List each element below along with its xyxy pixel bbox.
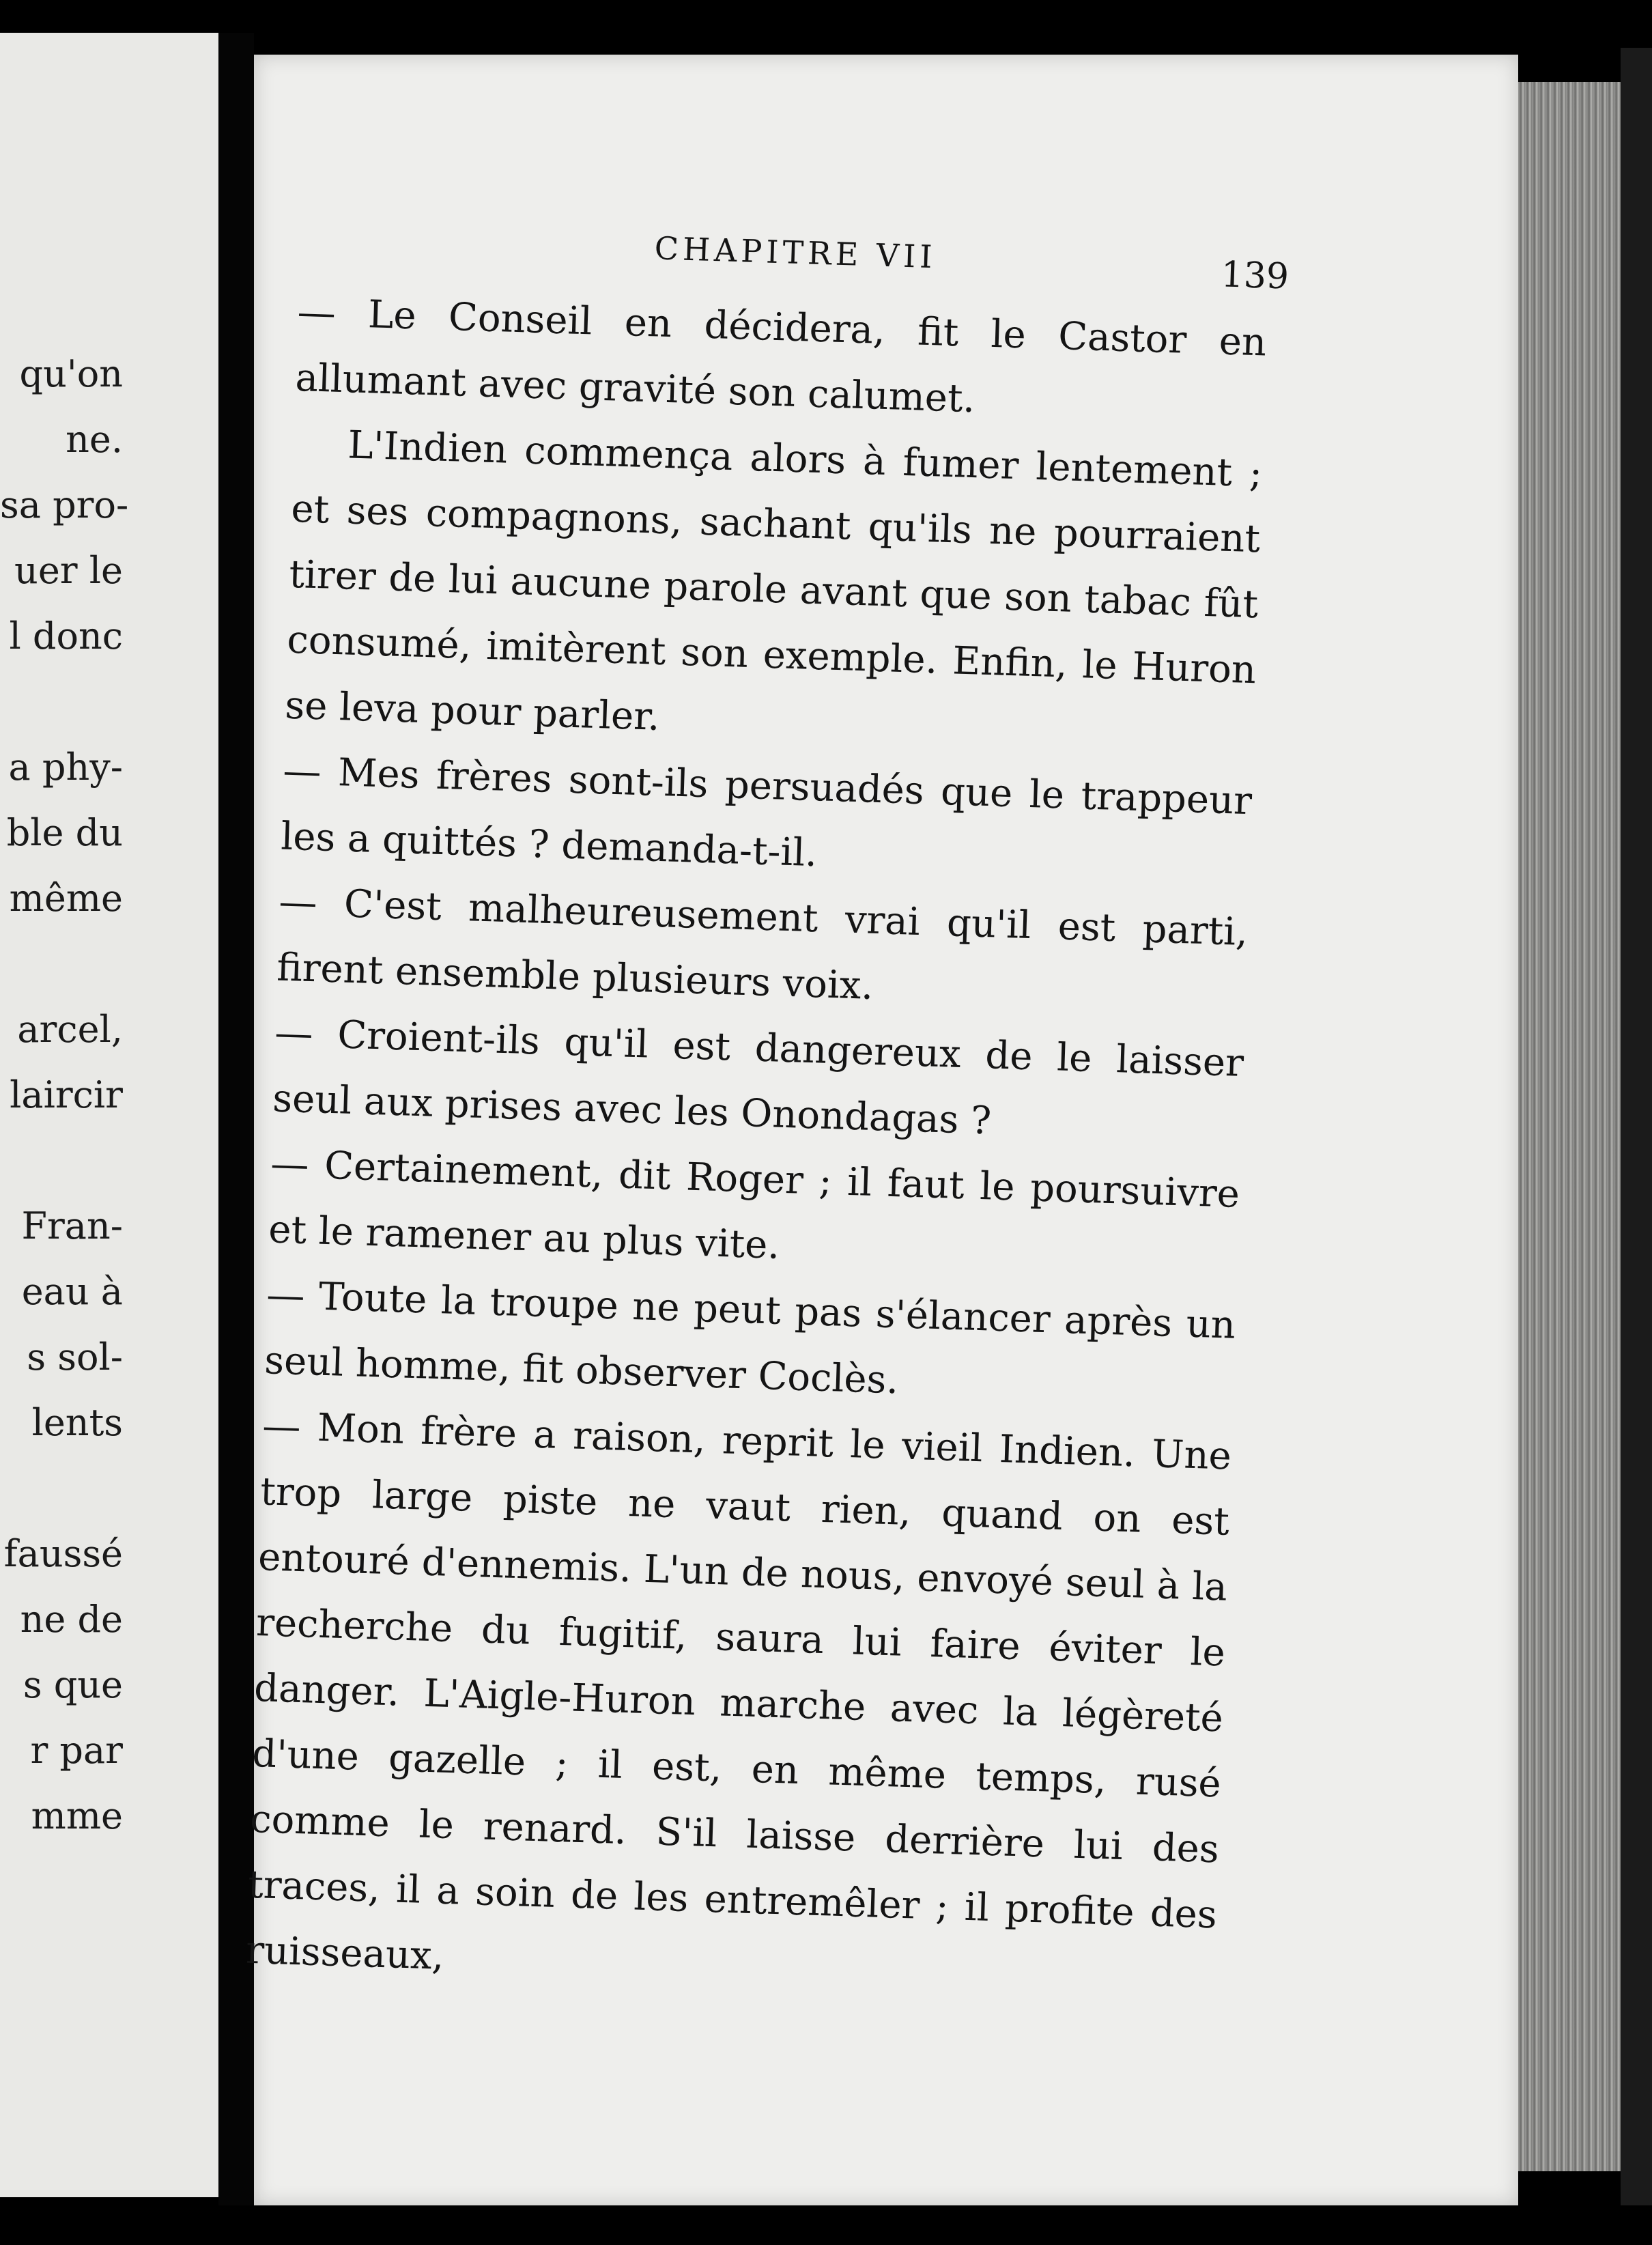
facing-page-line: arcel, bbox=[17, 1008, 123, 1051]
page-number: 139 bbox=[1220, 254, 1290, 298]
facing-page-line: faussé bbox=[3, 1532, 123, 1575]
facing-page-line: r par bbox=[30, 1729, 123, 1772]
facing-page-line: eau à bbox=[21, 1270, 123, 1313]
facing-page-line: qu'on bbox=[19, 352, 123, 395]
facing-page-line: a phy- bbox=[8, 746, 123, 789]
cover-edge bbox=[1621, 48, 1652, 2205]
facing-page bbox=[0, 33, 218, 2197]
paragraph: — Certainement, dit Roger ; il faut le poursuivre et le ramener au plus vite. bbox=[268, 1142, 1240, 1268]
page-block-edge bbox=[1518, 82, 1621, 2171]
page-text-block bbox=[245, 218, 1290, 2014]
facing-page-line: uer le bbox=[14, 549, 123, 592]
facing-page-line: s que bbox=[23, 1663, 123, 1706]
facing-page-line: mme bbox=[31, 1794, 123, 1837]
paragraph: — Croient-ils qu'il est dangereux de le laisser seul aux prises avec les Onondagas ? bbox=[272, 1011, 1244, 1144]
chapter-title: CHAPITRE VII bbox=[654, 229, 937, 276]
paragraph: L'Indien commença alors à fumer lentement ; et ses compagnons, sachant qu'ils ne pourraient tirer de lui aucune parole avant que son tabac fût consumé, imitèrent son exemple. Enfin, le Huron se leva pour parler. bbox=[284, 423, 1263, 739]
facing-page-line: même bbox=[9, 877, 123, 920]
facing-page-line: laircir bbox=[10, 1073, 123, 1116]
paragraph: — Mes frères sont-ils persuadés que le trappeur les a quittés ? demanda-t-il. bbox=[280, 748, 1253, 876]
facing-page-line: l donc bbox=[9, 615, 123, 658]
facing-page-line: ne. bbox=[66, 418, 123, 461]
facing-page-line: ble du bbox=[6, 811, 123, 854]
paragraph: — Toute la troupe ne peut pas s'élancer après un seul homme, fit observer Coclès. bbox=[264, 1273, 1236, 1403]
paragraph: — Le Conseil en décidera, fit le Castor en allumant avec gravité son calumet. bbox=[294, 290, 1268, 422]
facing-page-line: Fran- bbox=[21, 1204, 123, 1247]
facing-page-line: ne de bbox=[20, 1598, 123, 1641]
facing-page-line: lents bbox=[31, 1401, 123, 1444]
paragraph: — Mon frère a raison, reprit le vieil Indien. Une trop large piste ne vaut rien, quand on est entouré d'ennemis. L'un de nous, envoyé seul à la recherche du fugitif, saura lui faire éviter le danger. L'Aigle-Huron marche avec la légèreté d'une gazelle ; il est, en même temps, rusé comme le renard. S'il laisse derrière lui des traces, il a soin de les entremêler ; il profite des ruisseaux, bbox=[245, 1404, 1232, 1979]
scan-border bbox=[0, 2205, 1652, 2245]
facing-page-line: sa pro- bbox=[0, 483, 129, 526]
facing-page-line: s sol- bbox=[27, 1336, 123, 1379]
paragraph: — C'est malheureusement vrai qu'il est parti, firent ensemble plusieurs voix. bbox=[276, 879, 1249, 1008]
